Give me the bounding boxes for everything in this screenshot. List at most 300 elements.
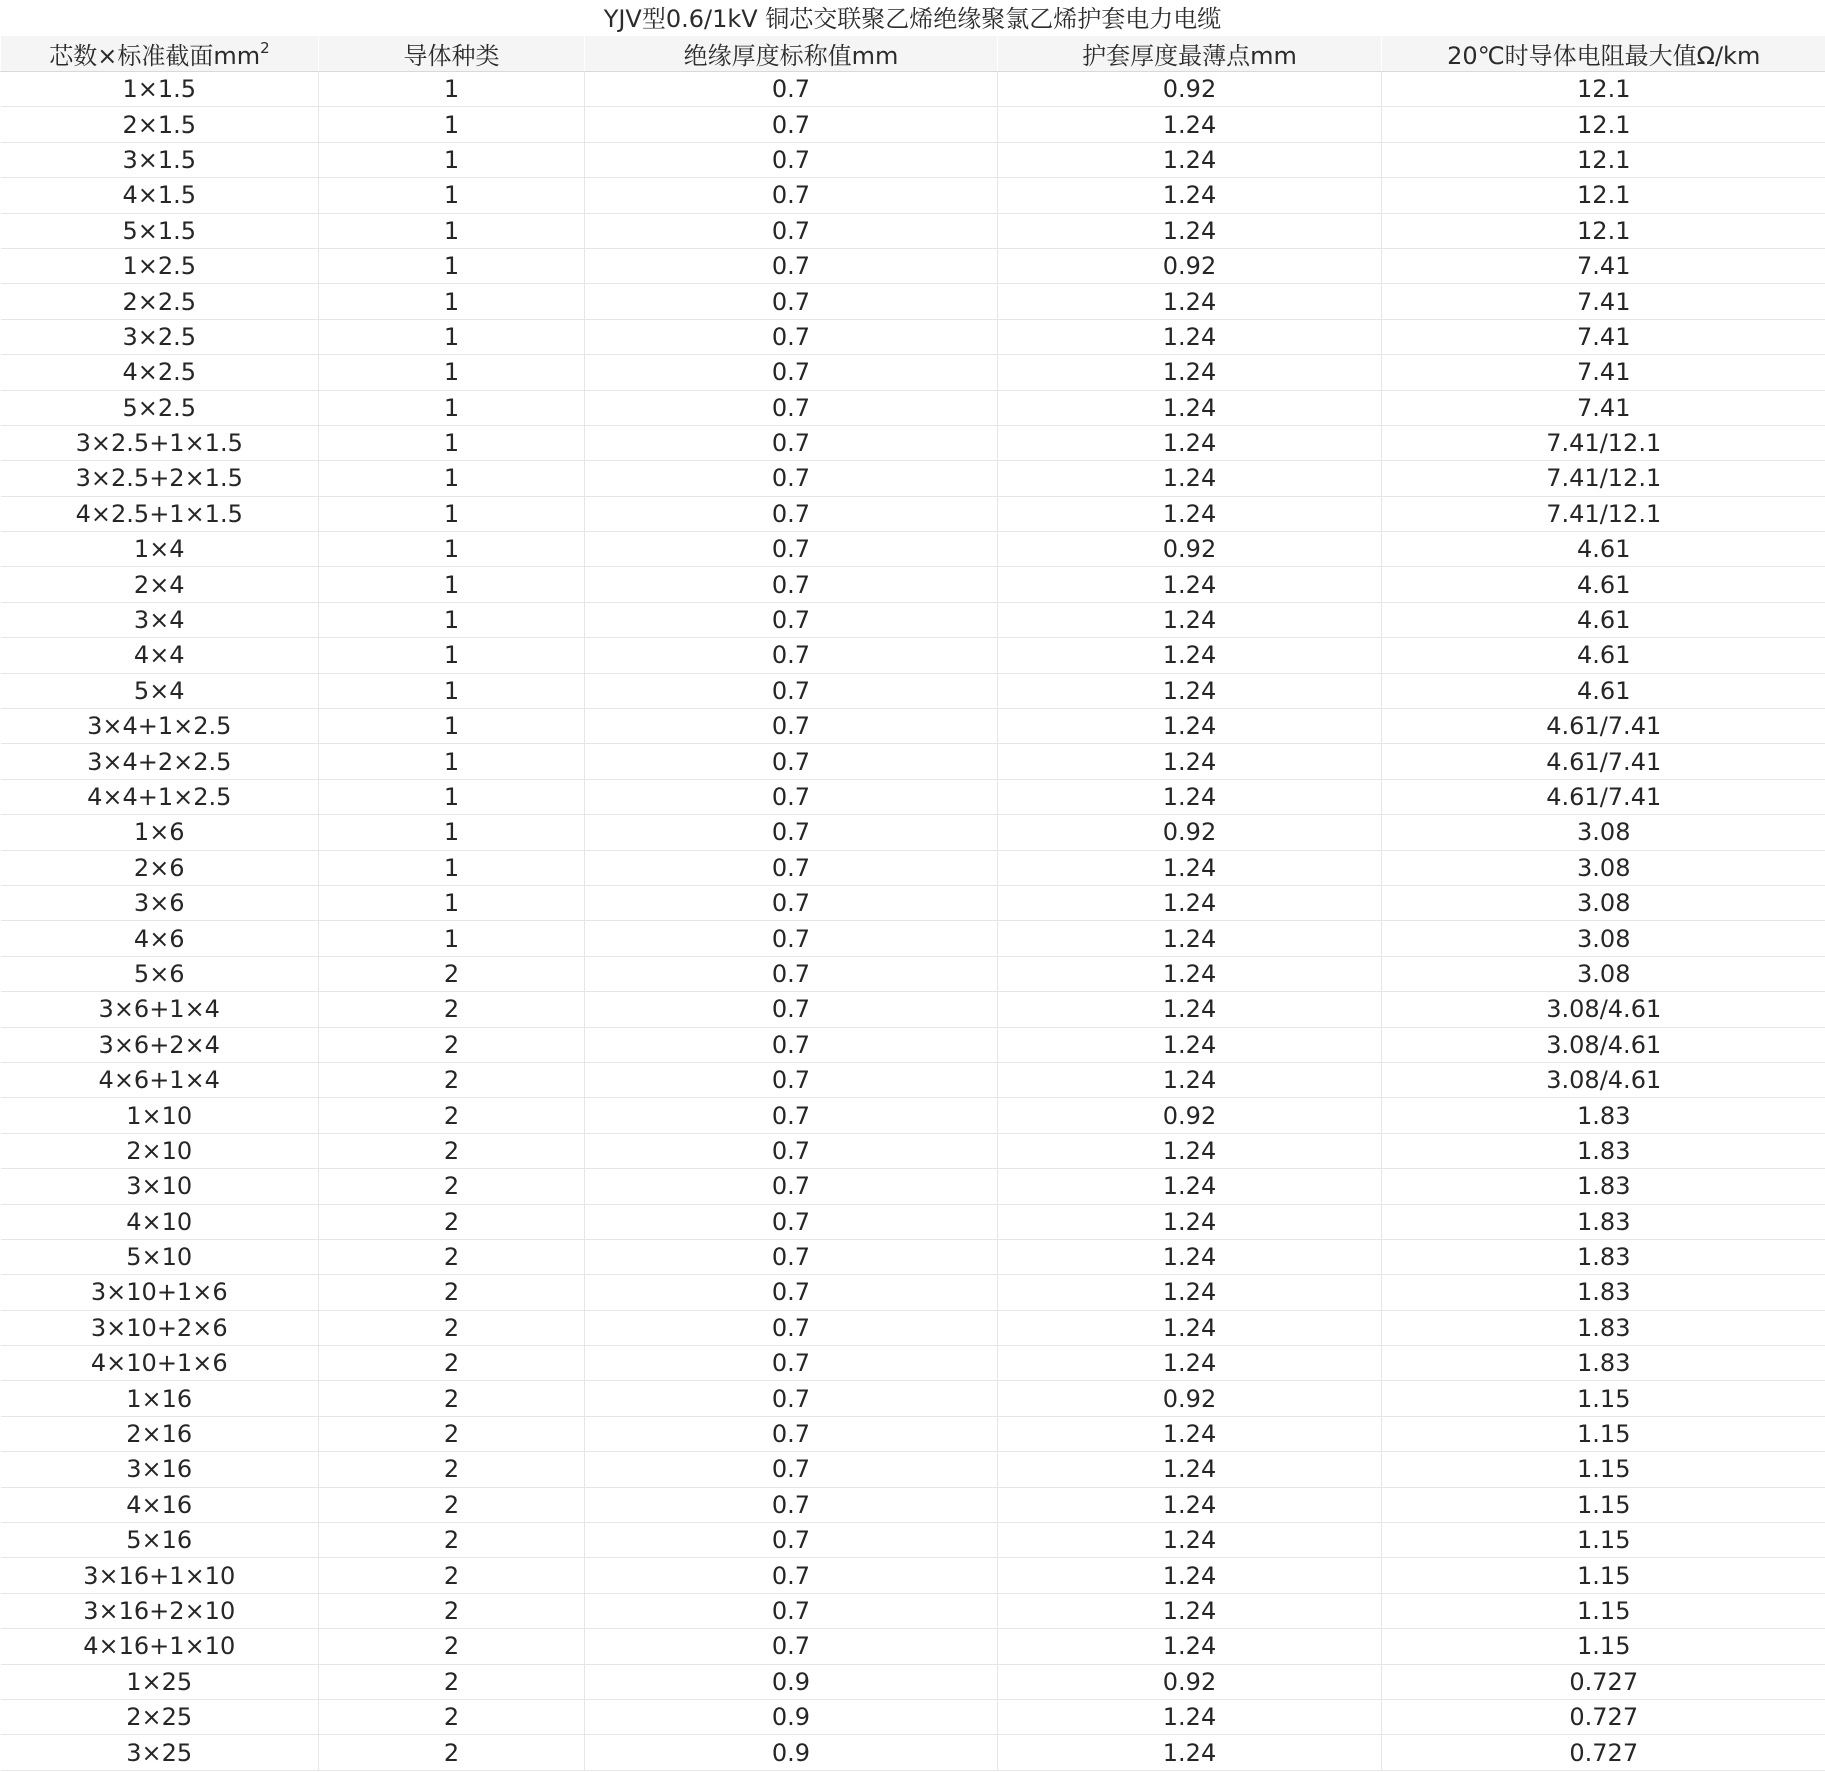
cell-cores-cross-section: 3×4 (1, 602, 319, 637)
cell-cores-cross-section: 4×1.5 (1, 178, 319, 213)
cell-insulation-thickness: 0.7 (585, 992, 998, 1027)
cell-conductor-type: 2 (319, 1204, 585, 1239)
table-row (1, 142, 1825, 177)
table-row (1, 1346, 1825, 1381)
cell-max-resistance: 1.15 (1382, 1629, 1825, 1664)
cell-conductor-type: 1 (319, 142, 585, 177)
cell-max-resistance: 7.41 (1382, 319, 1825, 354)
cell-max-resistance: 1.15 (1382, 1381, 1825, 1416)
cell-sheath-thickness: 1.24 (998, 107, 1382, 142)
cell-sheath-thickness: 1.24 (998, 284, 1382, 319)
cell-max-resistance: 1.15 (1382, 1523, 1825, 1558)
cell-conductor-type: 1 (319, 355, 585, 390)
cell-insulation-thickness: 0.7 (585, 1416, 998, 1451)
cell-max-resistance: 0.727 (1382, 1735, 1825, 1770)
cell-conductor-type: 2 (319, 1098, 585, 1133)
cell-conductor-type: 2 (319, 1487, 585, 1522)
table-row (1, 390, 1825, 425)
cell-conductor-type: 1 (319, 709, 585, 744)
table-row (1, 956, 1825, 991)
cell-conductor-type: 2 (319, 1735, 585, 1770)
cell-conductor-type: 1 (319, 744, 585, 779)
cell-sheath-thickness: 1.24 (998, 319, 1382, 354)
table-row (1, 992, 1825, 1027)
cell-cores-cross-section: 4×16+1×10 (1, 1629, 319, 1664)
cell-conductor-type: 1 (319, 567, 585, 602)
cell-sheath-thickness: 1.24 (998, 213, 1382, 248)
cell-conductor-type: 1 (319, 213, 585, 248)
cell-conductor-type: 1 (319, 390, 585, 425)
cell-conductor-type: 1 (319, 602, 585, 637)
cell-insulation-thickness: 0.7 (585, 1558, 998, 1593)
cell-conductor-type: 2 (319, 1381, 585, 1416)
cell-sheath-thickness: 0.92 (998, 1381, 1382, 1416)
cell-conductor-type: 1 (319, 178, 585, 213)
cell-cores-cross-section: 2×6 (1, 850, 319, 885)
cell-conductor-type: 1 (319, 72, 585, 107)
table-row (1, 1452, 1825, 1487)
cell-sheath-thickness: 1.24 (998, 744, 1382, 779)
cell-insulation-thickness: 0.7 (585, 1204, 998, 1239)
cell-sheath-thickness: 1.24 (998, 779, 1382, 814)
cell-insulation-thickness: 0.7 (585, 815, 998, 850)
table-row (1, 602, 1825, 637)
table-row (1, 107, 1825, 142)
header-conductor-type: 导体种类 (319, 36, 585, 72)
cell-insulation-thickness: 0.7 (585, 178, 998, 213)
cell-cores-cross-section: 2×16 (1, 1416, 319, 1451)
cell-sheath-thickness: 1.24 (998, 567, 1382, 602)
cell-cores-cross-section: 3×16+2×10 (1, 1593, 319, 1628)
cell-sheath-thickness: 1.24 (998, 355, 1382, 390)
cell-conductor-type: 2 (319, 1523, 585, 1558)
cell-conductor-type: 1 (319, 319, 585, 354)
cell-insulation-thickness: 0.7 (585, 72, 998, 107)
cell-cores-cross-section: 4×16 (1, 1487, 319, 1522)
cell-conductor-type: 2 (319, 1062, 585, 1097)
cell-conductor-type: 1 (319, 673, 585, 708)
cell-conductor-type: 2 (319, 1558, 585, 1593)
cell-max-resistance: 3.08/4.61 (1382, 1027, 1825, 1062)
cell-conductor-type: 2 (319, 1133, 585, 1168)
cell-sheath-thickness: 0.92 (998, 1098, 1382, 1133)
table-row (1, 319, 1825, 354)
cell-cores-cross-section: 3×6 (1, 885, 319, 920)
cell-cores-cross-section: 2×4 (1, 567, 319, 602)
table-row (1, 1098, 1825, 1133)
cell-max-resistance: 12.1 (1382, 107, 1825, 142)
cell-cores-cross-section: 3×2.5+1×1.5 (1, 425, 319, 460)
cell-insulation-thickness: 0.7 (585, 1027, 998, 1062)
cell-insulation-thickness: 0.9 (585, 1664, 998, 1699)
table-row (1, 425, 1825, 460)
cell-max-resistance: 7.41 (1382, 390, 1825, 425)
cell-max-resistance: 3.08 (1382, 921, 1825, 956)
cell-max-resistance: 4.61/7.41 (1382, 709, 1825, 744)
cell-cores-cross-section: 1×6 (1, 815, 319, 850)
cell-sheath-thickness: 1.24 (998, 1346, 1382, 1381)
cell-cores-cross-section: 1×25 (1, 1664, 319, 1699)
cell-cores-cross-section: 4×4+1×2.5 (1, 779, 319, 814)
cell-sheath-thickness: 1.24 (998, 1416, 1382, 1451)
header-unit-superscript: 2 (260, 39, 270, 57)
cell-insulation-thickness: 0.7 (585, 956, 998, 991)
cell-sheath-thickness: 1.24 (998, 956, 1382, 991)
cell-sheath-thickness: 1.24 (998, 1487, 1382, 1522)
cell-insulation-thickness: 0.7 (585, 673, 998, 708)
cell-cores-cross-section: 3×16+1×10 (1, 1558, 319, 1593)
cell-sheath-thickness: 1.24 (998, 1062, 1382, 1097)
cell-sheath-thickness: 1.24 (998, 1027, 1382, 1062)
cell-max-resistance: 1.83 (1382, 1239, 1825, 1274)
cell-sheath-thickness: 0.92 (998, 72, 1382, 107)
cell-cores-cross-section: 4×10 (1, 1204, 319, 1239)
cell-max-resistance: 4.61 (1382, 567, 1825, 602)
cell-cores-cross-section: 2×2.5 (1, 284, 319, 319)
cell-conductor-type: 2 (319, 1664, 585, 1699)
cell-cores-cross-section: 1×4 (1, 532, 319, 567)
cell-sheath-thickness: 1.24 (998, 425, 1382, 460)
cell-conductor-type: 2 (319, 1699, 585, 1734)
cell-sheath-thickness: 1.24 (998, 1169, 1382, 1204)
cell-cores-cross-section: 3×4+1×2.5 (1, 709, 319, 744)
cell-sheath-thickness: 0.92 (998, 248, 1382, 283)
cell-insulation-thickness: 0.7 (585, 1310, 998, 1345)
table-row (1, 1487, 1825, 1522)
cell-cores-cross-section: 5×16 (1, 1523, 319, 1558)
cell-insulation-thickness: 0.7 (585, 885, 998, 920)
cell-max-resistance: 7.41/12.1 (1382, 425, 1825, 460)
cell-conductor-type: 2 (319, 956, 585, 991)
cell-conductor-type: 2 (319, 1275, 585, 1310)
cell-sheath-thickness: 1.24 (998, 1133, 1382, 1168)
table-row (1, 1699, 1825, 1734)
table-row (1, 213, 1825, 248)
table-row (1, 355, 1825, 390)
table-row (1, 1664, 1825, 1699)
cell-cores-cross-section: 3×2.5+2×1.5 (1, 461, 319, 496)
cell-sheath-thickness: 1.24 (998, 921, 1382, 956)
cell-sheath-thickness: 0.92 (998, 1664, 1382, 1699)
cell-sheath-thickness: 1.24 (998, 1204, 1382, 1239)
cell-cores-cross-section: 1×16 (1, 1381, 319, 1416)
table-row (1, 1558, 1825, 1593)
cell-conductor-type: 1 (319, 248, 585, 283)
cell-cores-cross-section: 3×2.5 (1, 319, 319, 354)
cell-cores-cross-section: 3×25 (1, 1735, 319, 1770)
cell-max-resistance: 1.83 (1382, 1169, 1825, 1204)
cell-max-resistance: 4.61/7.41 (1382, 779, 1825, 814)
cell-sheath-thickness: 1.24 (998, 709, 1382, 744)
cell-insulation-thickness: 0.7 (585, 709, 998, 744)
table-row (1, 1062, 1825, 1097)
cell-insulation-thickness: 0.7 (585, 1133, 998, 1168)
cell-insulation-thickness: 0.7 (585, 744, 998, 779)
cell-insulation-thickness: 0.7 (585, 355, 998, 390)
cell-conductor-type: 2 (319, 1593, 585, 1628)
table-row (1, 461, 1825, 496)
cell-insulation-thickness: 0.7 (585, 1593, 998, 1628)
cell-cores-cross-section: 3×10+1×6 (1, 1275, 319, 1310)
table-row (1, 178, 1825, 213)
table-row (1, 815, 1825, 850)
cell-sheath-thickness: 1.24 (998, 1310, 1382, 1345)
cell-conductor-type: 1 (319, 779, 585, 814)
cell-sheath-thickness: 1.24 (998, 992, 1382, 1027)
cell-cores-cross-section: 2×10 (1, 1133, 319, 1168)
cell-conductor-type: 2 (319, 992, 585, 1027)
table-row (1, 72, 1825, 107)
table-row (1, 1310, 1825, 1345)
cell-conductor-type: 2 (319, 1416, 585, 1451)
cell-sheath-thickness: 1.24 (998, 178, 1382, 213)
cell-cores-cross-section: 4×10+1×6 (1, 1346, 319, 1381)
cell-sheath-thickness: 1.24 (998, 638, 1382, 673)
header-insulation-thickness: 绝缘厚度标称值mm (585, 36, 998, 72)
cell-max-resistance: 3.08/4.61 (1382, 992, 1825, 1027)
cell-cores-cross-section: 4×2.5 (1, 355, 319, 390)
cell-insulation-thickness: 0.7 (585, 1098, 998, 1133)
cell-max-resistance: 0.727 (1382, 1664, 1825, 1699)
cell-insulation-thickness: 0.7 (585, 638, 998, 673)
cell-sheath-thickness: 1.24 (998, 1699, 1382, 1734)
cell-cores-cross-section: 3×6+2×4 (1, 1027, 319, 1062)
cell-insulation-thickness: 0.7 (585, 1381, 998, 1416)
cell-cores-cross-section: 5×6 (1, 956, 319, 991)
cell-cores-cross-section: 2×25 (1, 1699, 319, 1734)
cell-conductor-type: 1 (319, 815, 585, 850)
cell-conductor-type: 1 (319, 496, 585, 531)
cell-cores-cross-section: 5×2.5 (1, 390, 319, 425)
cell-sheath-thickness: 1.24 (998, 1523, 1382, 1558)
cell-insulation-thickness: 0.7 (585, 213, 998, 248)
cell-sheath-thickness: 1.24 (998, 496, 1382, 531)
cell-insulation-thickness: 0.7 (585, 248, 998, 283)
cell-conductor-type: 1 (319, 885, 585, 920)
cell-conductor-type: 1 (319, 921, 585, 956)
cell-sheath-thickness: 1.24 (998, 1239, 1382, 1274)
table-row (1, 1239, 1825, 1274)
cell-sheath-thickness: 1.24 (998, 885, 1382, 920)
cell-conductor-type: 1 (319, 425, 585, 460)
cable-spec-table (0, 36, 1825, 1771)
cell-max-resistance: 1.83 (1382, 1133, 1825, 1168)
table-row (1, 1027, 1825, 1062)
cell-max-resistance: 1.15 (1382, 1558, 1825, 1593)
cell-conductor-type: 2 (319, 1310, 585, 1345)
cell-max-resistance: 12.1 (1382, 178, 1825, 213)
cell-insulation-thickness: 0.7 (585, 1523, 998, 1558)
cell-max-resistance: 3.08 (1382, 956, 1825, 991)
cell-cores-cross-section: 3×1.5 (1, 142, 319, 177)
cell-max-resistance: 12.1 (1382, 213, 1825, 248)
cell-max-resistance: 1.83 (1382, 1310, 1825, 1345)
cell-sheath-thickness: 1.24 (998, 1629, 1382, 1664)
cell-max-resistance: 4.61/7.41 (1382, 744, 1825, 779)
cell-insulation-thickness: 0.7 (585, 1239, 998, 1274)
cell-max-resistance: 1.83 (1382, 1275, 1825, 1310)
cell-max-resistance: 3.08 (1382, 850, 1825, 885)
cell-cores-cross-section: 4×6 (1, 921, 319, 956)
cell-insulation-thickness: 0.7 (585, 1629, 998, 1664)
cell-insulation-thickness: 0.7 (585, 1062, 998, 1097)
cell-cores-cross-section: 4×4 (1, 638, 319, 673)
cell-max-resistance: 4.61 (1382, 602, 1825, 637)
cell-sheath-thickness: 1.24 (998, 1735, 1382, 1770)
cell-sheath-thickness: 1.24 (998, 142, 1382, 177)
cell-max-resistance: 3.08 (1382, 885, 1825, 920)
cell-max-resistance: 1.15 (1382, 1452, 1825, 1487)
table-body (1, 72, 1825, 1771)
cell-cores-cross-section: 3×4+2×2.5 (1, 744, 319, 779)
table-row (1, 532, 1825, 567)
cell-insulation-thickness: 0.7 (585, 319, 998, 354)
cell-sheath-thickness: 1.24 (998, 673, 1382, 708)
cell-cores-cross-section: 4×2.5+1×1.5 (1, 496, 319, 531)
cell-insulation-thickness: 0.7 (585, 1487, 998, 1522)
cell-insulation-thickness: 0.7 (585, 107, 998, 142)
cell-conductor-type: 2 (319, 1027, 585, 1062)
header-sheath-thickness: 护套厚度最薄点mm (998, 36, 1382, 72)
table-row (1, 1523, 1825, 1558)
cell-insulation-thickness: 0.7 (585, 496, 998, 531)
table-row (1, 1416, 1825, 1451)
cell-sheath-thickness: 1.24 (998, 461, 1382, 496)
cell-conductor-type: 2 (319, 1629, 585, 1664)
cell-max-resistance: 7.41 (1382, 355, 1825, 390)
cell-max-resistance: 4.61 (1382, 532, 1825, 567)
cell-conductor-type: 1 (319, 850, 585, 885)
table-row (1, 744, 1825, 779)
table-row (1, 1381, 1825, 1416)
table-row (1, 1204, 1825, 1239)
cell-conductor-type: 1 (319, 532, 585, 567)
cell-conductor-type: 1 (319, 107, 585, 142)
cell-insulation-thickness: 0.7 (585, 1346, 998, 1381)
table-title: YJV型0.6/1kV 铜芯交联聚乙烯绝缘聚氯乙烯护套电力电缆 (0, 0, 1825, 36)
table-row (1, 1169, 1825, 1204)
cell-sheath-thickness: 1.24 (998, 390, 1382, 425)
header-cores-cross-section-label: 芯数×标准截面mm (49, 42, 261, 70)
cell-cores-cross-section: 5×10 (1, 1239, 319, 1274)
cell-cores-cross-section: 5×1.5 (1, 213, 319, 248)
cell-sheath-thickness: 1.24 (998, 850, 1382, 885)
cell-insulation-thickness: 0.7 (585, 850, 998, 885)
cell-cores-cross-section: 1×10 (1, 1098, 319, 1133)
table-row (1, 1735, 1825, 1770)
table-row (1, 885, 1825, 920)
cell-max-resistance: 1.15 (1382, 1416, 1825, 1451)
cell-conductor-type: 1 (319, 638, 585, 673)
cell-sheath-thickness: 0.92 (998, 532, 1382, 567)
table-row (1, 1133, 1825, 1168)
cell-max-resistance: 12.1 (1382, 72, 1825, 107)
cell-insulation-thickness: 0.9 (585, 1699, 998, 1734)
table-row (1, 1593, 1825, 1628)
table-row (1, 496, 1825, 531)
cell-cores-cross-section: 5×4 (1, 673, 319, 708)
table-row (1, 1275, 1825, 1310)
table-row (1, 248, 1825, 283)
table-row (1, 673, 1825, 708)
cell-insulation-thickness: 0.7 (585, 567, 998, 602)
cell-cores-cross-section: 1×1.5 (1, 72, 319, 107)
cell-max-resistance: 1.83 (1382, 1098, 1825, 1133)
cell-conductor-type: 2 (319, 1239, 585, 1274)
cell-insulation-thickness: 0.7 (585, 779, 998, 814)
cell-cores-cross-section: 1×2.5 (1, 248, 319, 283)
cell-max-resistance: 7.41/12.1 (1382, 461, 1825, 496)
cell-cores-cross-section: 3×6+1×4 (1, 992, 319, 1027)
cell-max-resistance: 7.41 (1382, 284, 1825, 319)
table-row (1, 1629, 1825, 1664)
cell-max-resistance: 1.83 (1382, 1346, 1825, 1381)
cell-max-resistance: 4.61 (1382, 638, 1825, 673)
cell-conductor-type: 2 (319, 1169, 585, 1204)
table-row (1, 638, 1825, 673)
cell-insulation-thickness: 0.7 (585, 1275, 998, 1310)
cell-max-resistance: 3.08/4.61 (1382, 1062, 1825, 1097)
cell-insulation-thickness: 0.9 (585, 1735, 998, 1770)
cell-sheath-thickness: 1.24 (998, 1558, 1382, 1593)
cell-sheath-thickness: 0.92 (998, 815, 1382, 850)
cell-max-resistance: 7.41 (1382, 248, 1825, 283)
cell-sheath-thickness: 1.24 (998, 1452, 1382, 1487)
cell-max-resistance: 12.1 (1382, 142, 1825, 177)
cell-insulation-thickness: 0.7 (585, 921, 998, 956)
table-row (1, 779, 1825, 814)
table-row (1, 284, 1825, 319)
cell-max-resistance: 1.15 (1382, 1593, 1825, 1628)
header-max-resistance: 20℃时导体电阻最大值Ω/km (1382, 36, 1825, 72)
cell-max-resistance: 1.15 (1382, 1487, 1825, 1522)
cell-max-resistance: 1.83 (1382, 1204, 1825, 1239)
cell-insulation-thickness: 0.7 (585, 532, 998, 567)
cell-sheath-thickness: 1.24 (998, 1593, 1382, 1628)
cell-sheath-thickness: 1.24 (998, 602, 1382, 637)
header-cores-cross-section (1, 36, 319, 72)
table-header (1, 36, 1825, 72)
cell-cores-cross-section: 4×6+1×4 (1, 1062, 319, 1097)
cell-insulation-thickness: 0.7 (585, 390, 998, 425)
cell-insulation-thickness: 0.7 (585, 425, 998, 460)
table-row (1, 921, 1825, 956)
cell-conductor-type: 2 (319, 1452, 585, 1487)
header-row (1, 36, 1825, 72)
cell-insulation-thickness: 0.7 (585, 1452, 998, 1487)
cell-insulation-thickness: 0.7 (585, 602, 998, 637)
cell-insulation-thickness: 0.7 (585, 284, 998, 319)
cell-max-resistance: 4.61 (1382, 673, 1825, 708)
cell-cores-cross-section: 3×10+2×6 (1, 1310, 319, 1345)
cell-max-resistance: 3.08 (1382, 815, 1825, 850)
cell-cores-cross-section: 3×16 (1, 1452, 319, 1487)
cell-max-resistance: 0.727 (1382, 1699, 1825, 1734)
cell-cores-cross-section: 2×1.5 (1, 107, 319, 142)
table-row (1, 850, 1825, 885)
cell-max-resistance: 7.41/12.1 (1382, 496, 1825, 531)
table-row (1, 709, 1825, 744)
cell-conductor-type: 1 (319, 284, 585, 319)
cell-insulation-thickness: 0.7 (585, 1169, 998, 1204)
cell-insulation-thickness: 0.7 (585, 142, 998, 177)
cell-insulation-thickness: 0.7 (585, 461, 998, 496)
cell-cores-cross-section: 3×10 (1, 1169, 319, 1204)
cell-conductor-type: 1 (319, 461, 585, 496)
cell-conductor-type: 2 (319, 1346, 585, 1381)
cell-sheath-thickness: 1.24 (998, 1275, 1382, 1310)
table-row (1, 567, 1825, 602)
